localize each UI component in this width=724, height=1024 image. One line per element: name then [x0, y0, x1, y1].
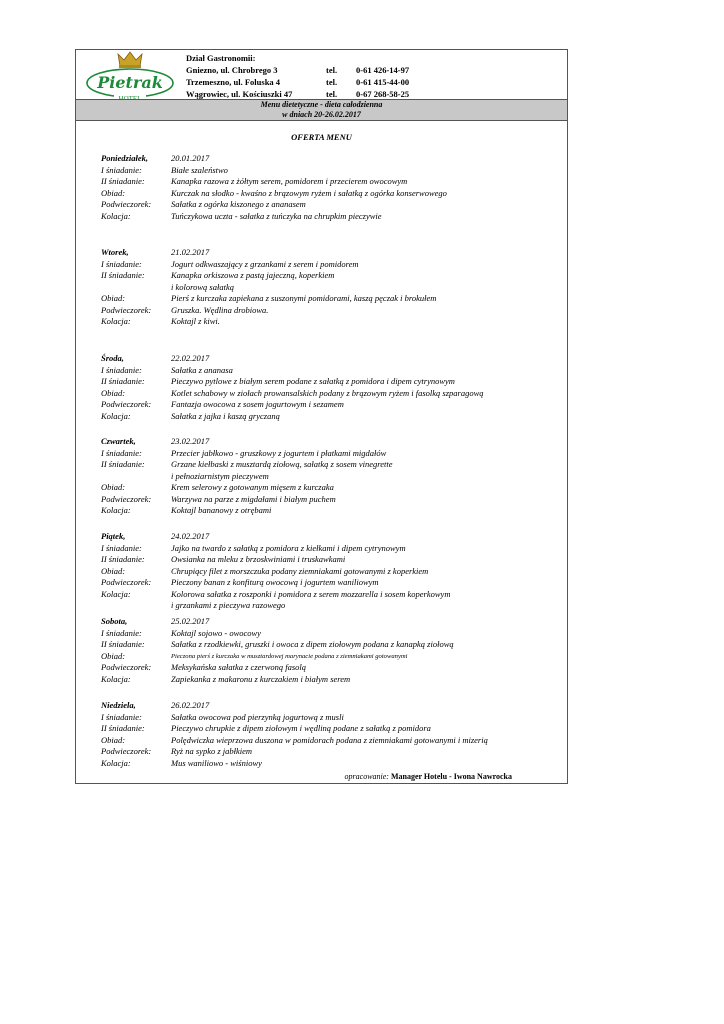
- meal-description: Krem selerowy z gotowanym mięsem z kurczaka: [171, 482, 334, 492]
- meal-row: [101, 494, 561, 506]
- meal-description: Pieczywo chrupkie z dipem ziołowym i wędliną podane z sałatką z pomidora: [171, 723, 431, 733]
- tel-number: 0-67 268-58-25: [356, 89, 410, 99]
- menu-sheet: [75, 49, 568, 784]
- meal-description: Białe szaleństwo: [171, 164, 228, 175]
- tel-label: tel.: [326, 89, 338, 99]
- meal-label: Obiad:: [101, 482, 126, 492]
- day-block: [101, 531, 561, 612]
- meal-row: [101, 628, 561, 640]
- meal-label: Obiad:: [101, 734, 126, 745]
- meal-description: Fantazja owocowa z sosem jogurtowym i sezamem: [171, 399, 344, 409]
- meal-label: Kolacja:: [101, 673, 131, 684]
- meal-row: [101, 165, 561, 177]
- meal-row: [101, 589, 561, 601]
- meal-row: [101, 305, 561, 317]
- meal-label: I śniadanie:: [101, 627, 142, 638]
- meal-description: Sałatka z ogórka kiszonego z ananasem: [171, 199, 306, 209]
- meal-row: [101, 459, 561, 471]
- day-name: Sobota,: [101, 616, 128, 626]
- meal-label: II śniadanie:: [101, 723, 145, 733]
- meal-label: Podwieczorek:: [101, 493, 152, 504]
- meal-description: Owsianka na mleku z brzoskwiniami i truskawkami: [171, 554, 346, 564]
- location-address: Wągrowiec, ul. Kościuszki 47: [186, 89, 293, 99]
- menu-banner: [76, 99, 567, 121]
- day-name: Czwartek,: [101, 436, 136, 446]
- meal-description: Meksykańska sałatka z czerwoną fasolą: [171, 662, 307, 672]
- meal-description: Przecier jabłkowo - gruszkowy z jogurtem i płatkami migdałów: [171, 447, 387, 458]
- meal-row: [101, 411, 561, 423]
- meal-description: Mus waniliowo - wiśniowy: [171, 757, 262, 768]
- day-date: 20.01.2017: [171, 153, 210, 163]
- meal-description: Jajko na twardo z sałatką z pomidora z kiełkami i dipem cytrynowym: [171, 542, 406, 553]
- meal-label: Podwieczorek:: [101, 399, 152, 409]
- meal-description: Grzane kiełbaski z musztardą ziołową, sałatką z sosem vinegrette: [171, 459, 393, 469]
- meal-row: [101, 600, 561, 612]
- meal-row: [101, 399, 561, 411]
- meal-description: Sałatka z ananasa: [171, 364, 233, 375]
- meal-row: [101, 293, 561, 305]
- banner-title: Menu dietetyczne - dieta całodzienna: [260, 100, 383, 109]
- day-block: [101, 700, 561, 769]
- location-row: [186, 76, 516, 88]
- meal-label: Obiad:: [101, 565, 126, 576]
- meal-description: i grzankami z pieczywa razowego: [171, 600, 286, 610]
- day-name: Wtorek,: [101, 247, 129, 257]
- meal-description: Pieczony banan z konfiturą owocową i jogurtem waniliowym: [171, 577, 379, 587]
- meal-description: Pierś z kurczaka zapiekana z suszonymi pomidorami, kaszą pęczak i brokułem: [171, 293, 437, 303]
- meal-description: Tuńczykowa uczta - sałatka z tuńczyka na chrupkim pieczywie: [171, 210, 382, 221]
- meal-description: Koktajl z kiwi.: [171, 316, 220, 326]
- day-header: [101, 247, 561, 259]
- meal-description: Sałatka z jajka i kaszą gryczaną: [171, 410, 280, 421]
- day-date: 22.02.2017: [171, 353, 210, 363]
- day-block: [101, 436, 561, 517]
- meal-label: Podwieczorek:: [101, 662, 152, 672]
- day-block: [101, 153, 561, 222]
- meal-label: II śniadanie:: [101, 459, 145, 469]
- day-header: [101, 153, 561, 165]
- meal-row: [101, 735, 561, 747]
- meal-row: [101, 448, 561, 460]
- meal-label: Podwieczorek:: [101, 746, 152, 756]
- meal-label: Kolacja:: [101, 316, 131, 326]
- meal-description: Warzywa na parze z migdałami i białym puchem: [171, 493, 336, 504]
- meal-description: i kolorową sałatką: [171, 281, 234, 292]
- contact-block: [186, 52, 516, 100]
- meal-row: [101, 554, 561, 566]
- crown-icon: [118, 52, 142, 68]
- meal-row: [101, 651, 561, 663]
- meal-description: i pełnoziarnistym pieczywem: [171, 470, 269, 481]
- meal-description: Kurczak na słodko - kwaśno z brązowym ryżem i sałatką z ogórka konserwowego: [171, 187, 447, 198]
- tel-label: tel.: [326, 77, 338, 87]
- meal-row: [101, 376, 561, 388]
- meal-description: Ryż na sypko z jabłkiem: [171, 746, 253, 756]
- meal-description: Zapiekanka z makaronu z kurczakiem i białym serem: [171, 673, 351, 684]
- meal-label: I śniadanie:: [101, 364, 142, 375]
- meal-row: [101, 270, 561, 282]
- meal-row: [101, 662, 561, 674]
- meal-row: [101, 577, 561, 589]
- day-date: 23.02.2017: [171, 436, 210, 446]
- footer-author: Manager Hotelu - Iwona Nawrocka: [390, 772, 512, 781]
- meal-row: [101, 482, 561, 494]
- day-name: Poniedziałek,: [101, 153, 148, 163]
- meal-row: [101, 543, 561, 555]
- department-title: Dział Gastronomii:: [186, 53, 256, 63]
- meal-label: II śniadanie:: [101, 376, 145, 386]
- day-name: Piątek,: [101, 531, 126, 541]
- meal-description: Koktajl sojowo - owocowy: [171, 627, 261, 638]
- day-date: 24.02.2017: [171, 531, 210, 541]
- tel-number: 0-61 426-14-97: [356, 65, 410, 75]
- meal-row: [101, 211, 561, 223]
- meal-label: Kolacja:: [101, 757, 131, 768]
- meal-description: Kotlet schabowy w ziołach prowansalskich podany z brązowym ryżem i fasolką szparagową: [171, 387, 484, 398]
- meal-description: Kanapka orkiszowa z pastą jajeczną, koperkiem: [171, 270, 335, 280]
- meal-label: Obiad:: [101, 650, 126, 661]
- offer-title: OFERTA MENU: [291, 132, 352, 142]
- meal-description: Sałatka z rzodkiewki, gruszki i owoca z dipem ziołowym podana z kanapką ziołową: [171, 639, 454, 649]
- day-header: [101, 616, 561, 628]
- meal-row: [101, 566, 561, 578]
- meal-label: Podwieczorek:: [101, 577, 152, 587]
- day-header: [101, 531, 561, 543]
- meal-description: Kolorowa sałatka z roszponki i pomidora z serem mozzarella i sosem koperkowym: [171, 588, 451, 599]
- meal-description: Pieczywo pytlowe z białym serem podane z sałatką z pomidora i dipem cytrynowym: [171, 376, 455, 386]
- meal-row: [101, 471, 561, 483]
- meal-description: Kanapka razowa z żółtym serem, pomidorem i przecierem owocowym: [171, 176, 408, 186]
- meal-label: Obiad:: [101, 293, 126, 303]
- meal-label: Kolacja:: [101, 410, 131, 421]
- meal-label: Kolacja:: [101, 505, 131, 515]
- meal-description: Sałatka owocowa pod pierzynką jogurtową z musli: [171, 711, 344, 722]
- day-name: Środa,: [101, 353, 124, 363]
- meal-row: [101, 712, 561, 724]
- meal-label: II śniadanie:: [101, 554, 145, 564]
- meal-row: [101, 388, 561, 400]
- meal-description: Chrupiący filet z morszczuka podany ziemniakami gotowanymi z koperkiem: [171, 565, 429, 576]
- meal-row: [101, 188, 561, 200]
- meal-description: Pieczona pierś z kurczaka w musztardowej marynacie podana z ziemniakami gotowanymi: [171, 652, 408, 660]
- banner-dates: w dniach 20-26.02.2017: [282, 110, 361, 119]
- meal-row: [101, 282, 561, 294]
- meal-row: [101, 176, 561, 188]
- meal-label: I śniadanie:: [101, 542, 142, 553]
- meal-label: II śniadanie:: [101, 176, 145, 186]
- meal-description: Jogurt odkwaszający z grzankami z serem i pomidorem: [171, 258, 359, 269]
- meal-label: I śniadanie:: [101, 447, 142, 458]
- day-date: 25.02.2017: [171, 616, 210, 626]
- meal-label: I śniadanie:: [101, 258, 142, 269]
- tel-label: tel.: [326, 65, 338, 75]
- day-block: [101, 353, 561, 422]
- meal-row: [101, 758, 561, 770]
- day-date: 26.02.2017: [171, 700, 210, 710]
- meal-label: Kolacja:: [101, 210, 131, 221]
- meal-row: [101, 199, 561, 211]
- meal-label: I śniadanie:: [101, 164, 142, 175]
- day-header: [101, 700, 561, 712]
- meal-label: I śniadanie:: [101, 711, 142, 722]
- location-row: [186, 64, 516, 76]
- meal-description: Koktajl bananowy z otrębami: [171, 505, 272, 515]
- hotel-logo: [84, 50, 176, 102]
- day-date: 21.02.2017: [171, 247, 210, 257]
- meal-label: Podwieczorek:: [101, 199, 152, 209]
- meal-row: [101, 746, 561, 758]
- meal-row: [101, 316, 561, 328]
- meal-label: II śniadanie:: [101, 270, 145, 280]
- meal-row: [101, 639, 561, 651]
- meal-row: [101, 365, 561, 377]
- meal-row: [101, 723, 561, 735]
- footer: [345, 772, 512, 781]
- location-address: Trzemeszno, ul. Foluska 4: [186, 77, 281, 87]
- day-header: [101, 353, 561, 365]
- meal-row: [101, 674, 561, 686]
- meal-label: Obiad:: [101, 187, 126, 198]
- meal-label: Podwieczorek:: [101, 304, 152, 315]
- meal-row: [101, 259, 561, 271]
- tel-number: 0-61 415-44-00: [356, 77, 410, 87]
- day-block: [101, 616, 561, 685]
- meal-row: [101, 505, 561, 517]
- day-name: Niedziela,: [101, 700, 136, 710]
- footer-label: opracowanie:: [344, 772, 389, 781]
- meal-label: II śniadanie:: [101, 639, 145, 649]
- svg-text:Pietrak: Pietrak: [97, 73, 163, 92]
- day-block: [101, 247, 561, 328]
- location-address: Gniezno, ul. Chrobrego 3: [186, 65, 278, 75]
- meal-description: Polędwiczka wieprzowa duszona w pomidorach podana z ziemniakami gotowanymi i mizerią: [171, 734, 488, 745]
- meal-label: Obiad:: [101, 387, 126, 398]
- meal-description: Gruszka. Wędlina drobiowa.: [171, 304, 269, 315]
- day-header: [101, 436, 561, 448]
- meal-label: Kolacja:: [101, 588, 131, 599]
